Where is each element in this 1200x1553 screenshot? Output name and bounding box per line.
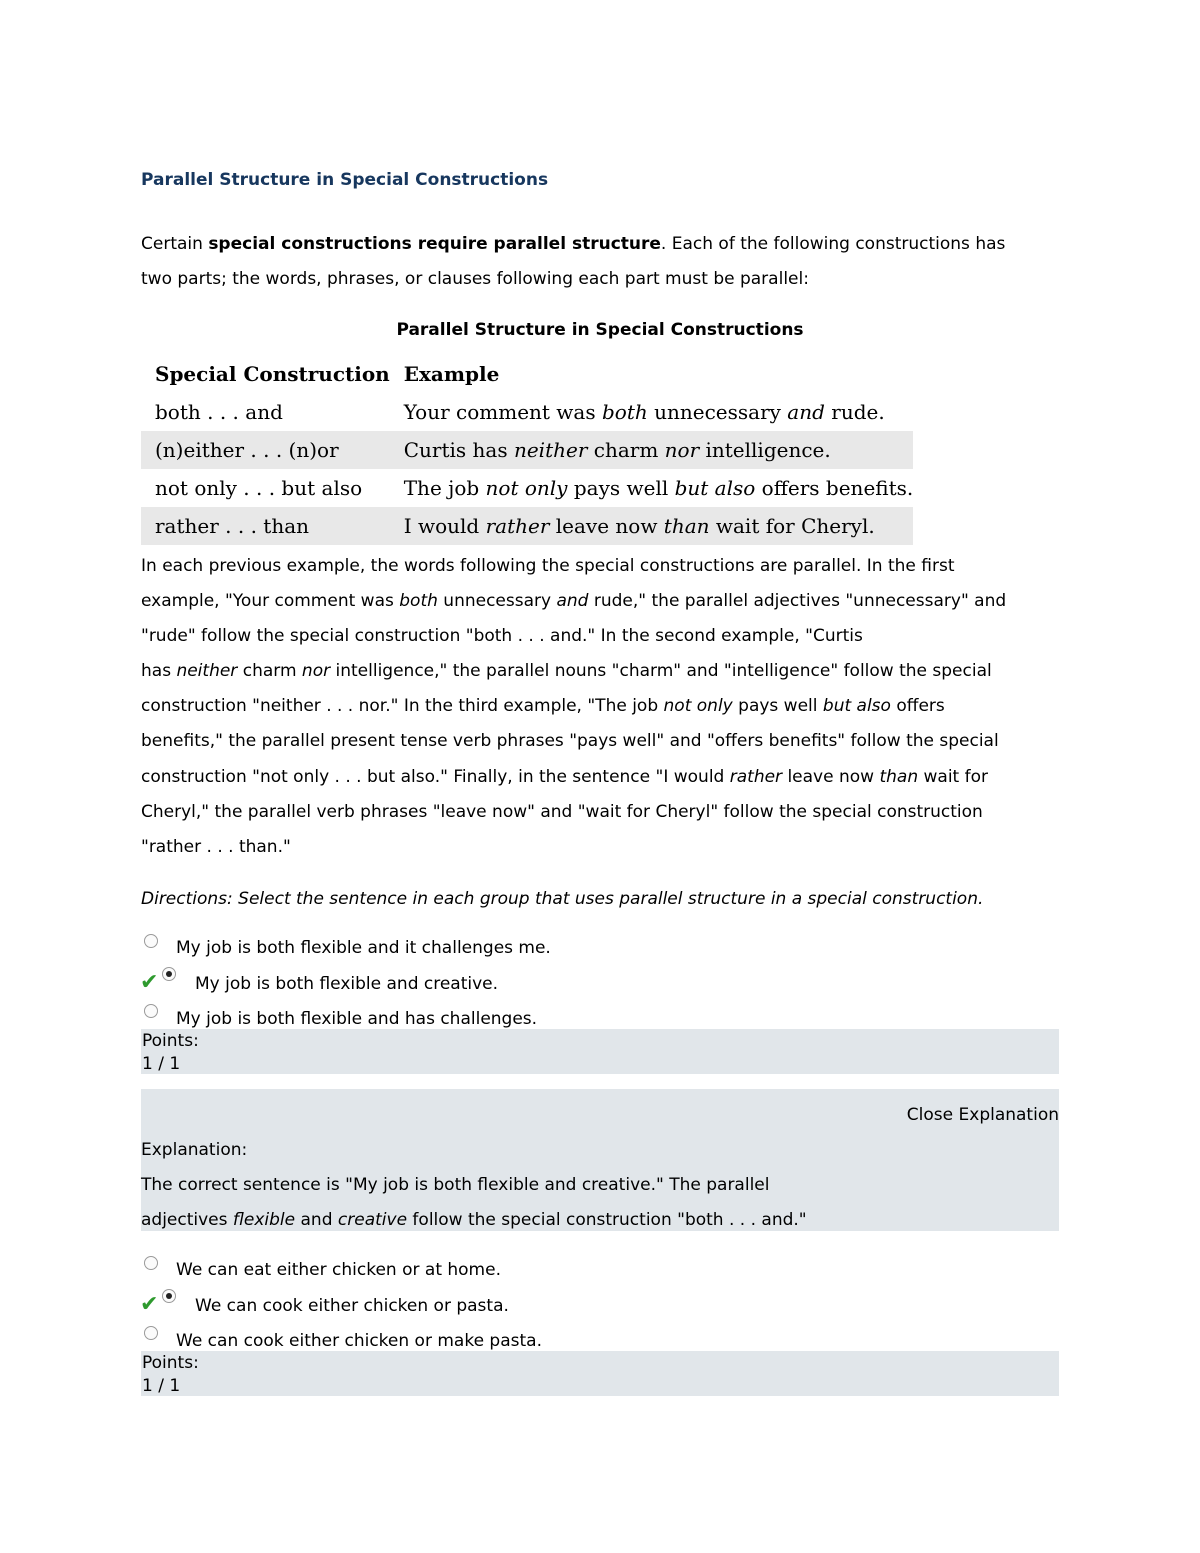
body-line: construction "neither . . . nor." In the third example, "The job not only pays well but also offers (141, 696, 945, 716)
body-line: Cheryl," the parallel verb phrases "leave now" and "wait for Cheryl" follow the special construction (141, 802, 983, 822)
explanation-text: adjectives flexible and creative follow the special construction "both . . . and." (141, 1210, 807, 1230)
body-line: In each previous example, the words following the special constructions are parallel. In the first (141, 556, 955, 576)
option-label[interactable]: My job is both flexible and it challenges me. (176, 938, 551, 958)
example-cell: Curtis has neither charm nor intelligence. (390, 431, 914, 469)
points-value: 1 / 1 (142, 1054, 181, 1074)
column-header-construction: Special Construction (155, 362, 390, 386)
table-row (141, 393, 913, 431)
option-radio-selected[interactable] (162, 967, 176, 981)
explanation-label: Explanation: (141, 1140, 248, 1160)
column-header-example: Example (403, 362, 500, 386)
intro-line-1: Certain special constructions require parallel structure. Each of the following constructions has (141, 234, 1006, 254)
option-radio[interactable] (144, 1256, 158, 1270)
table-row (141, 507, 913, 545)
points-box (141, 1351, 1059, 1396)
table-caption: Parallel Structure in Special Constructions (396, 320, 804, 340)
construction-cell: rather . . . than (141, 507, 390, 545)
option-radio-selected[interactable] (162, 1289, 176, 1303)
check-icon: ✔ (140, 1292, 159, 1317)
explanation-text: The correct sentence is "My job is both flexible and creative." The parallel (141, 1175, 770, 1195)
points-label: Points: (142, 1031, 199, 1051)
example-cell: Your comment was both unnecessary and rude. (403, 400, 885, 424)
construction-cell: (n)either . . . (n)or (141, 431, 390, 469)
body-line: construction "not only . . . but also." Finally, in the sentence "I would rather leave now than wait for (141, 767, 989, 787)
table-header-row (141, 355, 913, 393)
constructions-table (141, 355, 913, 545)
body-line: benefits," the parallel present tense verb phrases "pays well" and "offers benefits" follow the special (141, 731, 999, 751)
example-cell: The job not only pays well but also offers benefits. (403, 476, 914, 500)
option-label[interactable]: We can eat either chicken or at home. (176, 1260, 501, 1280)
check-icon: ✔ (140, 970, 159, 995)
body-line: example, "Your comment was both unnecessary and rude," the parallel adjectives "unnecessary" and (141, 591, 1007, 611)
points-label: Points: (142, 1353, 199, 1373)
directions: Directions: Select the sentence in each group that uses parallel structure in a special construction. (141, 889, 984, 909)
close-explanation-link[interactable]: Close Explanation (906, 1105, 1059, 1125)
body-line: "rude" follow the special construction "both . . . and." In the second example, "Curtis (141, 626, 863, 646)
option-radio[interactable] (144, 1004, 158, 1018)
table-row (141, 431, 913, 469)
option-radio[interactable] (144, 934, 158, 948)
explanation-box (141, 1089, 1059, 1231)
intro-line-2: two parts; the words, phrases, or clauses following each part must be parallel: (141, 269, 809, 289)
construction-cell: both . . . and (155, 400, 283, 424)
body-line: has neither charm nor intelligence," the parallel nouns "charm" and "intelligence" follow the special (141, 661, 992, 681)
body-line: "rather . . . than." (141, 837, 291, 857)
page-title: Parallel Structure in Special Constructions (141, 170, 549, 190)
option-label[interactable]: We can cook either chicken or pasta. (195, 1296, 509, 1316)
points-box (141, 1029, 1059, 1074)
option-label[interactable]: My job is both flexible and has challenges. (176, 1009, 538, 1029)
option-radio[interactable] (144, 1326, 158, 1340)
example-cell: I would rather leave now than wait for Cheryl. (390, 507, 914, 545)
table-row (141, 469, 913, 507)
option-label[interactable]: We can cook either chicken or make pasta. (176, 1331, 542, 1351)
points-value: 1 / 1 (142, 1376, 181, 1396)
option-label[interactable]: My job is both flexible and creative. (195, 974, 499, 994)
construction-cell: not only . . . but also (155, 476, 363, 500)
